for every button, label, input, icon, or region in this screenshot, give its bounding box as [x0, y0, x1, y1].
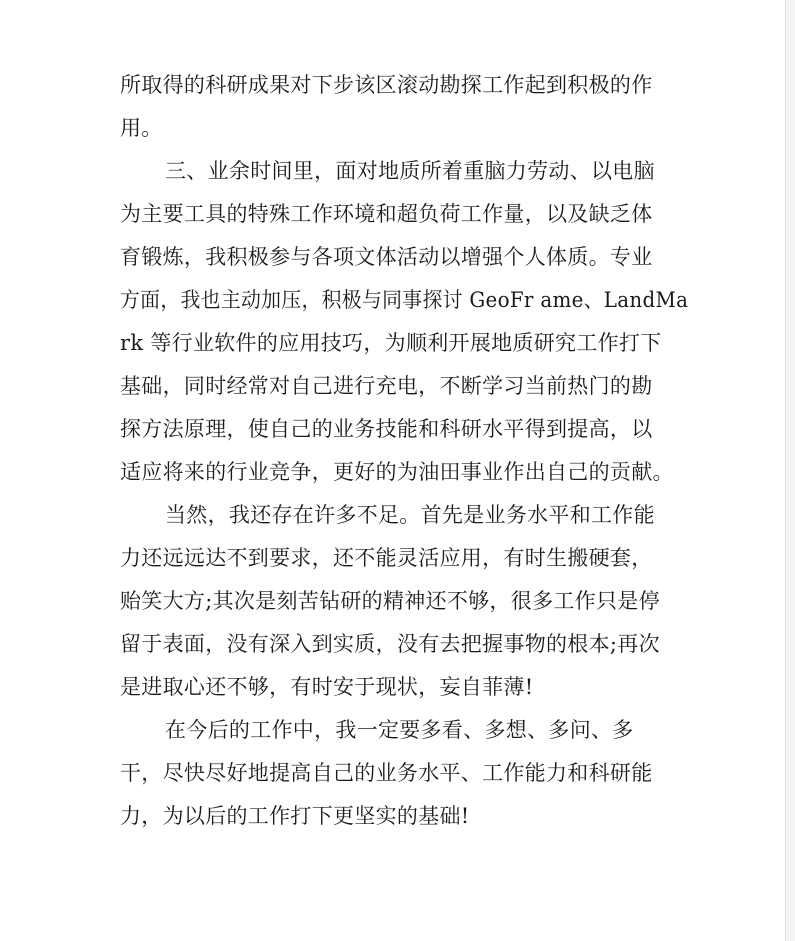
page-edge	[785, 0, 795, 941]
text-line: 所取得的科研成果对下步该区滚动勘探工作起到积极的作	[120, 73, 653, 97]
text-line: 适应将来的行业竞争，更好的为油田事业作出自己的贡献。	[120, 460, 674, 484]
text-line: rk 等行业软件的应用技巧，为顺利开展地质研究工作打下	[120, 331, 662, 355]
text-line: 力，为以后的工作打下更坚实的基础!	[120, 804, 470, 828]
text-line: 探方法原理，使自己的业务技能和科研水平得到提高，以	[120, 417, 653, 441]
paragraph-start-line: 当然，我还存在许多不足。首先是业务水平和工作能	[165, 503, 655, 527]
text-line: 干，尽快尽好地提高自己的业务水平、工作能力和科研能	[120, 761, 653, 785]
text-line: 力还远远达不到要求，还不能灵活应用，有时生搬硬套，	[120, 546, 653, 570]
text-line: 用。	[120, 116, 163, 140]
text-line: 为主要工具的特殊工作环境和超负荷工作量，以及缺乏体	[120, 202, 653, 226]
text-line: 贻笑大方;其次是刻苦钻研的精神还不够，很多工作只是停	[120, 589, 660, 613]
text-line: 是进取心还不够，有时安于现状，妄自菲薄!	[120, 675, 534, 699]
text-line: 育锻炼，我积极参与各项文体活动以增强个人体质。专业	[120, 245, 653, 269]
paragraph-start-line: 在今后的工作中，我一定要多看、多想、多问、多	[165, 718, 634, 742]
text-line: 留于表面，没有深入到实质，没有去把握事物的根本;再次	[120, 632, 660, 656]
text-line: 基础，同时经常对自己进行充电，不断学习当前热门的勘	[120, 374, 653, 398]
paragraph-start-line: 三、业余时间里，面对地质所着重脑力劳动、以电脑	[165, 159, 655, 183]
text-line: 方面，我也主动加压，积极与同事探讨 GeoFr ame、LandMa	[120, 288, 689, 312]
